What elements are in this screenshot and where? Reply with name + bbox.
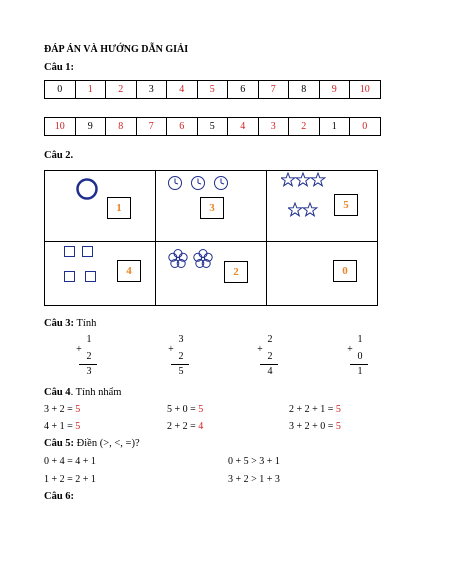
square-icon (64, 271, 75, 282)
sequence-cell: 0 (45, 81, 76, 99)
sum-result: 3 (86, 366, 92, 377)
sequence-cell: 9 (75, 118, 106, 136)
comparison-item: 3 + 2 > 1 + 3 (228, 474, 280, 485)
square-icon (64, 246, 75, 257)
comparison-item: 0 + 4 = 4 + 1 (44, 456, 96, 467)
sum-line (260, 364, 278, 365)
plus-sign: + (168, 344, 174, 355)
comparison-item: 1 + 2 = 2 + 1 (44, 474, 96, 485)
mental-math-item: 3 + 2 = 5 (44, 404, 81, 415)
sequence-cell: 4 (228, 118, 259, 136)
clock-icon (167, 175, 233, 191)
sequence-cell: 1 (75, 81, 106, 99)
operand-bottom: 2 (178, 351, 184, 362)
sequence-cell: 8 (106, 118, 137, 136)
q2-counting-grid (44, 170, 378, 306)
q3-label: Câu 3: Tính (44, 318, 97, 329)
q1-sequence-ascending (44, 80, 381, 99)
sequence-cell: 6 (167, 118, 198, 136)
plus-sign: + (347, 344, 353, 355)
mental-math-item: 2 + 2 = 4 (167, 421, 204, 432)
sequence-cell: 6 (228, 81, 259, 99)
q1-label: Câu 1: (44, 62, 75, 73)
square-icon (82, 246, 93, 257)
answer-box-6: 0 (333, 260, 357, 282)
q4-label: Câu 4. Tính nhẩm (44, 387, 122, 398)
operand-top: 1 (357, 334, 363, 345)
circle-icon (75, 177, 99, 201)
sequence-cell: 2 (106, 81, 137, 99)
sequence-cell: 3 (258, 118, 289, 136)
sequence-cell: 5 (197, 118, 228, 136)
star-icon (281, 172, 331, 188)
sum-line (79, 364, 97, 365)
sequence-cell: 2 (289, 118, 320, 136)
star-icon (288, 202, 322, 218)
mental-math-item: 5 + 0 = 5 (167, 404, 204, 415)
operand-bottom: 0 (357, 351, 363, 362)
sequence-cell: 1 (319, 118, 350, 136)
q2-label: Câu 2. (44, 150, 74, 161)
answer-box-1: 1 (107, 197, 131, 219)
sequence-cell: 4 (167, 81, 198, 99)
sum-result: 4 (267, 366, 273, 377)
answer-box-4: 4 (117, 260, 141, 282)
answer-box-5: 2 (224, 261, 248, 283)
flower-icon (167, 248, 217, 270)
mental-math-item: 2 + 2 + 1 = 5 (289, 404, 341, 415)
operand-top: 1 (86, 334, 92, 345)
page-title: ĐÁP ÁN VÀ HƯỚNG DẪN GIẢI (44, 44, 189, 55)
sequence-cell: 0 (350, 118, 381, 136)
sequence-cell: 7 (136, 118, 167, 136)
square-icon (85, 271, 96, 282)
sequence-cell: 9 (319, 81, 350, 99)
q6-label: Câu 6: (44, 491, 75, 502)
sequence-cell: 5 (197, 81, 228, 99)
sum-result: 1 (357, 366, 363, 377)
operand-top: 3 (178, 334, 184, 345)
operand-bottom: 2 (267, 351, 273, 362)
sequence-cell: 7 (258, 81, 289, 99)
answer-box-2: 3 (200, 197, 224, 219)
sequence-cell: 10 (45, 118, 76, 136)
answer-box-3: 5 (334, 194, 358, 216)
operand-bottom: 2 (86, 351, 92, 362)
sequence-cell: 10 (350, 81, 381, 99)
sum-line (350, 364, 368, 365)
operand-top: 2 (267, 334, 273, 345)
sequence-cell: 8 (289, 81, 320, 99)
q5-label: Câu 5: Điền (>, <, =)? (44, 438, 140, 449)
sum-result: 5 (178, 366, 184, 377)
plus-sign: + (257, 344, 263, 355)
sum-line (171, 364, 189, 365)
mental-math-item: 3 + 2 + 0 = 5 (289, 421, 341, 432)
q1-sequence-descending (44, 117, 381, 136)
mental-math-item: 4 + 1 = 5 (44, 421, 81, 432)
plus-sign: + (76, 344, 82, 355)
sequence-cell: 3 (136, 81, 167, 99)
comparison-item: 0 + 5 > 3 + 1 (228, 456, 280, 467)
